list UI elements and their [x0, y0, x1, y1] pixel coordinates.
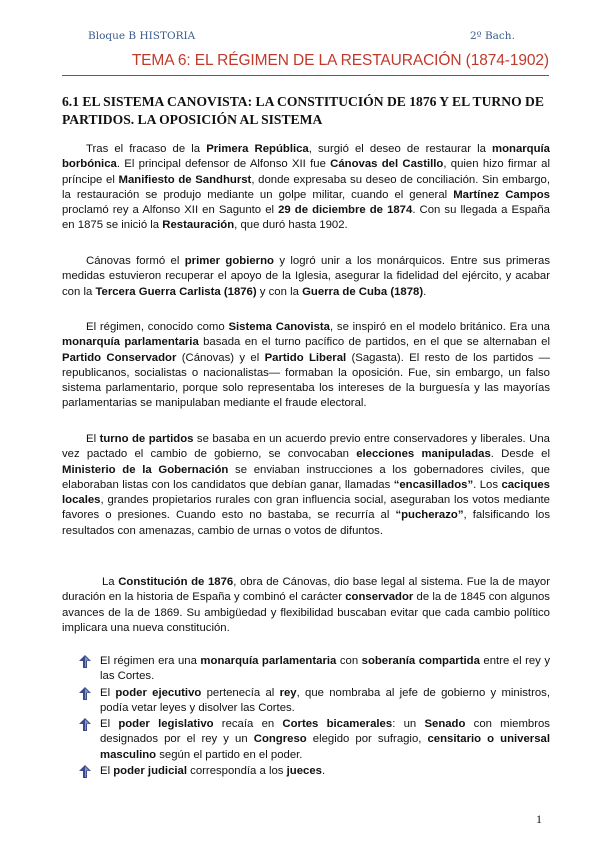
text-span: El — [86, 433, 100, 445]
text-span: basada en el turno pacífico de partidos, en el que se alternaban el — [198, 336, 550, 349]
bold-span: Senado — [424, 718, 466, 731]
text-span: Tras el fracaso de la — [86, 143, 207, 155]
text-span: correspondía a los — [187, 765, 287, 778]
text-span: de la de 1845 con algunos avances de la de 1869. Su ambigüedad y flexibilidad buscaban evitar que cada cambio político implicara una nueva constitución. — [62, 591, 550, 634]
text-span: con — [336, 655, 362, 667]
text-span: , donde expresaba su deseo de conciliación. Sin embargo, la restauración se produjo mediante un golpe militar, cuando el general — [62, 173, 551, 201]
text-span: con miembros designados por el rey y un — [100, 718, 550, 746]
text-span: , obra de Cánovas, dio base legal al sistema. Fue la de mayor duración en la historia de España y combinó el carácter — [62, 576, 550, 604]
title-underline — [62, 75, 549, 76]
text-span: recaía en — [213, 718, 283, 731]
text-span: El régimen, conocido como — [86, 321, 229, 333]
text-span: , quien hizo firmar al príncipe el — [62, 158, 550, 186]
list-item — [78, 717, 550, 763]
bold-span: Restauración — [162, 219, 235, 232]
bold-span: monarquía parlamentaria — [200, 655, 337, 667]
bold-span: soberanía compartida — [361, 655, 480, 667]
bold-span: elecciones manipuladas — [356, 448, 491, 461]
bold-span: Congreso — [253, 733, 307, 746]
bold-span: Cánovas del Castillo — [330, 158, 444, 171]
arrow-up-bullet-icon — [78, 687, 92, 700]
bold-span: jueces — [286, 765, 322, 778]
arrow-up-bullet-icon — [78, 655, 92, 668]
text-span: , que nombraba al jefe de gobierno y ministros, podía vetar leyes y disolver las Cortes. — [100, 686, 550, 714]
text-span: , grandes propietarios rurales con gran influencia social, aseguraban los votos mediante favores o presiones. Cuando esto no bastaba, se recurría al — [62, 494, 550, 522]
text-span: , surgió el deseo de restaurar la — [308, 143, 492, 155]
bold-span: “encasillados” — [393, 478, 474, 491]
bold-span: Constitución de 1876 — [118, 576, 234, 588]
bold-span: Manifiesto de Sandhurst — [118, 173, 252, 186]
text-span: y con la — [256, 285, 303, 298]
text-span: La — [102, 576, 119, 588]
arrow-up-bullet-icon — [78, 765, 92, 778]
text-span: (Cánovas) y el — [176, 351, 265, 364]
text-span: El régimen era una — [100, 655, 201, 667]
text-span: y logró unir a los monárquicos. Entre sus primeras medidas estuvieron recuperar el apoyo de la Iglesia, asegurar la fidelidad del ejército, y acabar con la — [62, 255, 550, 298]
bold-span: 29 de diciembre de 1874 — [278, 204, 413, 217]
bullet-list — [78, 654, 550, 780]
bold-span: Primera República — [206, 143, 309, 155]
text-span: . — [321, 765, 326, 778]
header-left: Bloque B HISTORIA — [88, 30, 196, 42]
page-title: TEMA 6: EL RÉGIMEN DE LA RESTAURACIÓN (1874-1902) — [131, 52, 549, 69]
bold-span: caciques locales — [62, 478, 550, 507]
bold-span: Cortes bicamerales — [282, 718, 393, 731]
bold-span: poder ejecutivo — [115, 686, 202, 699]
bold-span: Tercera Guerra Carlista (1876) — [95, 285, 257, 298]
paragraph-1 — [62, 142, 550, 234]
bold-span: monarquía borbónica — [62, 143, 550, 171]
bold-span: Partido Liberal — [264, 351, 347, 364]
paragraph-3 — [62, 320, 550, 412]
text-span: . El principal defensor de Alfonso XII fue — [116, 158, 331, 171]
paragraph-2 — [62, 254, 550, 300]
text-span: : un — [392, 718, 425, 731]
bold-span: poder legislativo — [118, 718, 214, 731]
text-span: . Desde el — [490, 448, 550, 461]
bold-span: Sistema Canovista — [228, 321, 330, 333]
bold-span: Partido Conservador — [62, 351, 177, 364]
bold-span: censitario o universal masculino — [100, 733, 550, 761]
text-span: se basaba en un acuerdo previo entre conservadores y liberales. Una vez pactado el cambio de gobierno, se convocaban — [62, 433, 550, 461]
text-span: , se inspiró en el modelo británico. Era una — [329, 321, 550, 333]
section-title: 6.1 EL SISTEMA CANOVISTA: LA CONSTITUCIÓN DE 1876 Y EL TURNO DE PARTIDOS. LA OPOSICIÓN AL SISTEMA — [62, 94, 544, 127]
text-span: El — [100, 686, 116, 699]
bold-span: “pucherazo” — [395, 509, 464, 522]
text-span: entre el rey y las Cortes. — [100, 655, 551, 683]
bold-span: Martínez Campos — [453, 188, 550, 201]
text-span: proclamó rey a Alfonso XII en Sagunto el — [62, 204, 279, 217]
text-span: , falsificando los resultados con amenazas, cambio de urnas o votos de difuntos. — [62, 509, 550, 537]
bold-span: rey — [279, 686, 297, 699]
paragraph-4 — [62, 432, 550, 539]
bold-span: Ministerio de la Gobernación — [62, 463, 229, 476]
bold-span: primer gobierno — [184, 255, 274, 267]
bold-span: conservador — [345, 591, 414, 604]
text-span: . Los — [473, 478, 502, 491]
bold-span: Guerra de Cuba (1878) — [302, 285, 424, 298]
text-span: Cánovas formó el — [86, 255, 185, 267]
bold-span: poder judicial — [113, 765, 187, 778]
text-span: (Sagasta). El resto de los partidos —republicanos, socialistas o nacionalistas— formaban la oposición. Fue, sin embargo, un falso sistema parlamentario, porque solo representaba los intereses de la burguesía y las mayorías parlamentarias se manipulaban mediante el fraude electoral. — [62, 351, 550, 410]
text-span: . — [423, 285, 427, 298]
list-item — [78, 654, 550, 685]
text-span: . Con su llegada a España en 1875 se inició la — [62, 204, 550, 232]
text-span: El — [100, 765, 114, 778]
list-item — [78, 764, 550, 779]
text-span: , que duró hasta 1902. — [234, 219, 348, 232]
text-span: elegido por sufragio, — [306, 733, 428, 746]
bold-span: monarquía parlamentaria — [62, 336, 199, 349]
page-number: 1 — [536, 812, 542, 826]
bold-span: turno de partidos — [99, 433, 194, 445]
text-span: pertenecía al — [201, 686, 280, 699]
list-item — [78, 686, 550, 717]
paragraph-5 — [62, 575, 550, 636]
text-span: según el partido en el poder. — [156, 748, 303, 761]
arrow-up-bullet-icon — [78, 718, 92, 731]
header-right: 2º Bach. — [470, 30, 515, 42]
text-span: se enviaban instrucciones a los gobernadores civiles, que elaboraban listas con los candidatos que debían ganar, llamadas — [62, 463, 550, 491]
text-span: El — [100, 718, 119, 731]
